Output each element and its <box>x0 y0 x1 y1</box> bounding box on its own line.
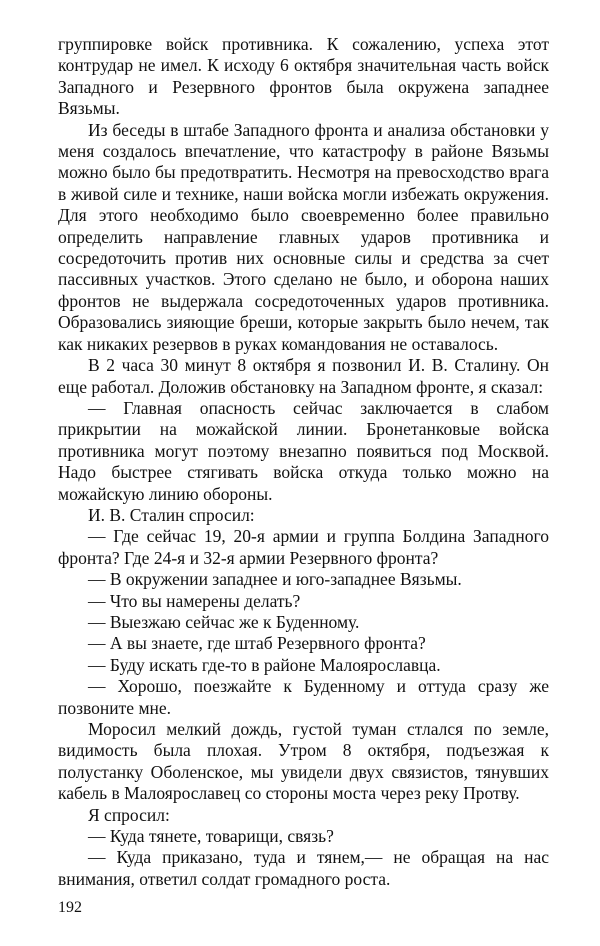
paragraph-2: Из беседы в штабе Западного фронта и анализа обстановки у меня создалось впечатление, что катастрофу в районе Вязьмы можно было бы предотвратить. Несмотря на превосходство врага в живой силе и технике, наши войска могли избежать окружения. Для этого необходимо было своевременно более правильно определить направление главных ударов противника и сосредоточить против них основные силы и средства за счет пассивных участков. Этого сделано не было, и оборона наших фронтов не выдержала сосредоточенных ударов противника. Образовались зияющие бреши, которые закрыть было нечем, так как никаких резервов в руках командования не оставалось. <box>58 119 549 354</box>
paragraph-14: Я спросил: <box>88 804 170 825</box>
paragraph-4: — Главная опасность сейчас заключается в слабом прикрытии на можайской линии. Бронетанковые войска противника могут поэтому внезапно появиться под Москвой. Надо быстрее стягивать войска откуда только можно на можайскую линию обороны. <box>58 397 549 504</box>
paragraph-16: — Куда приказано, туда и тянем,— не обращая на нас внимания, ответил солдат громадного роста. <box>58 847 549 889</box>
paragraph-7: — В окружении западнее и юго-западнее Вязьмы. <box>88 569 462 590</box>
paragraph-3: В 2 часа 30 минут 8 октября я позвонил И. В. Сталину. Он еще работал. Доложив обстановку на Западном фронте, я сказал: <box>58 355 549 397</box>
paragraph-12: — Хорошо, поезжайте к Буденному и оттуда сразу же позвоните мне. <box>58 676 549 718</box>
paragraph-15: — Куда тянете, товарищи, связь? <box>88 826 334 847</box>
paragraph-8: — Что вы намерены делать? <box>88 590 301 611</box>
paragraph-5: И. В. Сталин спросил: <box>88 504 255 525</box>
paragraph-11: — Буду искать где-то в районе Малоярославца. <box>88 654 441 675</box>
page-number: 192 <box>58 899 82 916</box>
paragraph-1: группировке войск противника. К сожалению, успеха этот контрудар не имел. К исходу 6 октября значительная часть войск Западного и Резервного фронтов была окружена западнее Вязьмы. <box>58 34 549 119</box>
paragraph-6: — Где сейчас 19, 20-я армии и группа Болдина Западного фронта? Где 24-я и 32-я армии Резервного фронта? <box>58 526 549 568</box>
body-text <box>58 34 549 890</box>
paragraph-10: — А вы знаете, где штаб Резервного фронта? <box>88 633 426 654</box>
paragraph-13: Моросил мелкий дождь, густой туман стлался по земле, видимость была плохая. Утром 8 октября, подъезжая к полустанку Оболенское, мы увидели двух связистов, тянувших кабель в Малоярославец со стороны моста через реку Протву. <box>58 719 549 804</box>
paragraph-9: — Выезжаю сейчас же к Буденному. <box>88 611 360 632</box>
